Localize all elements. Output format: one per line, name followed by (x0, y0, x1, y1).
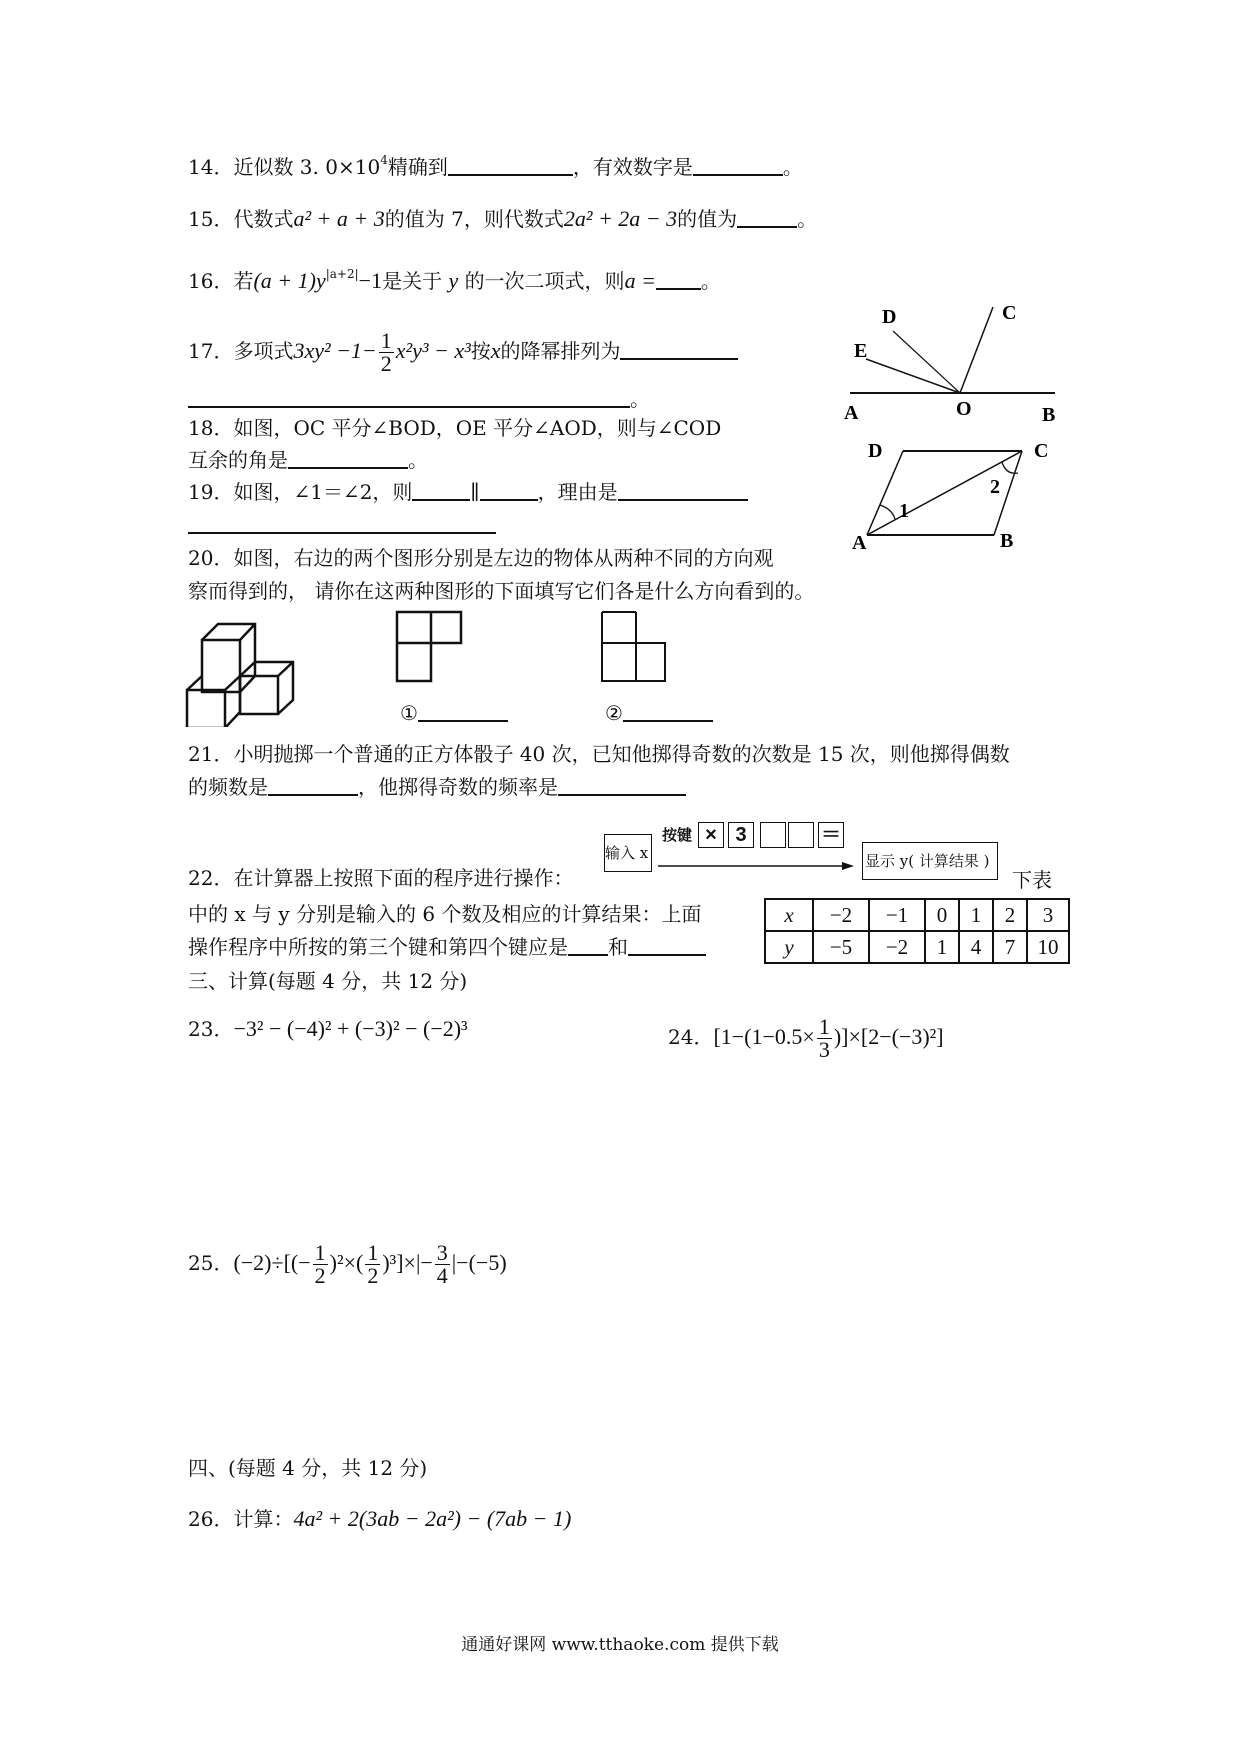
answer-blank[interactable] (568, 934, 608, 956)
answer-blank[interactable] (628, 934, 706, 956)
question-14 (188, 154, 803, 180)
table-cell: −1 (869, 899, 925, 931)
question-19 (188, 479, 748, 505)
answer-blank[interactable] (656, 268, 701, 290)
label-d: D (868, 440, 883, 462)
fraction (313, 1242, 328, 1287)
question-22-cont2 (188, 934, 706, 960)
math-expr: )]×[2−(−3)²] (833, 1024, 944, 1049)
answer-blank[interactable] (188, 512, 496, 534)
q-text: 。 (700, 269, 721, 293)
q-num: 17． (188, 339, 234, 363)
question-22: 22．在计算器上按照下面的程序进行操作： (188, 866, 574, 890)
table-row (765, 899, 1069, 931)
label-1: 1 (899, 500, 909, 522)
q-text: 多项式 (233, 339, 294, 363)
q-text: 的值为 7，则代数式 (384, 207, 564, 231)
question-22-cont: 中的 x 与 y 分别是输入的 6 个数及相应的计算结果：上面 (188, 902, 702, 926)
key-equals: ＝ (818, 822, 844, 848)
answer-blank[interactable] (623, 700, 713, 722)
q-text: 是关于 (382, 269, 443, 293)
table-row (765, 931, 1069, 963)
q-text: 的频数是 (188, 775, 268, 799)
label-c: C (1002, 302, 1017, 324)
table-header: y (765, 931, 813, 963)
q-text: ，有效数字是 (572, 155, 693, 179)
math-expr: a = (624, 268, 656, 293)
answer-blank[interactable] (268, 774, 358, 796)
q-num: 15． (188, 207, 234, 231)
math-expr: )³]×|− (382, 1250, 433, 1275)
table-cell: 0 (925, 899, 959, 931)
denominator: 2 (367, 1263, 379, 1288)
section-4-heading: 四、(每题 4 分，共 12 分) (188, 1456, 428, 1480)
keys-label: 按键 (662, 826, 693, 844)
q-text: 若 (233, 269, 254, 293)
q-text: 近似数 3. 0×10 (233, 155, 381, 179)
answer-blank[interactable] (188, 386, 630, 408)
math-expr: (a + 1)y (253, 268, 326, 293)
q-text: 操作程序中所按的第三个键和第四个键应是 (188, 935, 568, 959)
answer-blank[interactable] (412, 479, 470, 501)
fraction (379, 330, 394, 375)
math-expr: 2a² + 2a − 3 (563, 206, 678, 231)
label-b: B (1000, 530, 1014, 550)
question-18-cont (188, 447, 428, 473)
q-text: 精确到 (387, 155, 448, 179)
math-expr: [1−(1−0.5× (713, 1024, 815, 1049)
math-expr: x²y³ − x³ (395, 338, 471, 363)
question-15 (188, 206, 817, 232)
section-3-heading: 三、计算(每题 4 分，共 12 分) (188, 969, 468, 993)
output-y-box: 显示 y( 计算结果 ) (862, 842, 998, 880)
table-header: x (765, 899, 813, 931)
math-expr: |−(−5) (451, 1250, 507, 1275)
xy-table (764, 898, 1070, 964)
q-text: 19．如图，∠1＝∠2，则 (188, 480, 413, 504)
answer-blank[interactable] (288, 447, 408, 469)
math-expr: a² + a + 3 (293, 206, 385, 231)
math-expr: (−2)÷[(− (233, 1250, 311, 1275)
denominator: 3 (818, 1037, 830, 1062)
q-text: ∥ (470, 480, 480, 504)
math-expr: )²×( (329, 1250, 364, 1275)
q-num: 16． (188, 269, 234, 293)
q-num: 23． (188, 1017, 234, 1041)
q-num: 14． (188, 155, 234, 179)
q-text: 计算： (233, 1507, 294, 1531)
table-cell: 1 (959, 899, 993, 931)
math-expr: −1 (358, 268, 383, 293)
fraction (435, 1242, 450, 1287)
math-expr: 4a² + 2(3ab − 2a²) − (7ab − 1) (293, 1506, 572, 1531)
answer-blank[interactable] (737, 206, 797, 228)
exponent: 4 (380, 153, 388, 167)
side-ad (867, 451, 903, 535)
label-b: B (1042, 404, 1056, 425)
cubes-object-figure (185, 612, 310, 727)
answer-blank[interactable] (620, 338, 738, 360)
question-17-cont (188, 386, 650, 412)
question-25 (188, 1242, 507, 1287)
numerator: 3 (436, 1240, 448, 1265)
table-cell: 1 (925, 931, 959, 963)
q-num: 25． (188, 1251, 234, 1275)
denominator: 2 (380, 351, 392, 376)
table-cell: 2 (993, 899, 1027, 931)
view-1-answer (400, 700, 508, 726)
angle-figure (830, 295, 1080, 425)
table-cell: 7 (993, 931, 1027, 963)
question-20: 20．如图，右边的两个图形分别是左边的物体从两种不同的方向观 (188, 546, 774, 570)
view-2-answer (605, 700, 713, 726)
label-a: A (852, 532, 867, 550)
table-cell: −2 (813, 899, 869, 931)
exponent: |a+2| (325, 267, 359, 281)
parallelogram-figure (840, 425, 1080, 550)
angle-1-arc (880, 505, 895, 519)
answer-blank[interactable] (448, 154, 573, 176)
q-text: 下表 (1012, 868, 1052, 892)
question-17 (188, 330, 738, 375)
answer-blank[interactable] (480, 479, 538, 501)
arrow-icon (658, 860, 858, 872)
denominator: 4 (436, 1263, 448, 1288)
q-text: 。 (630, 387, 650, 411)
math-expr: 3xy² −1− (293, 338, 377, 363)
table-cell: −2 (869, 931, 925, 963)
q-text: ，理由是 (537, 480, 618, 504)
label-d: D (882, 306, 897, 328)
fraction (365, 1242, 380, 1287)
view-1-figure (395, 610, 465, 685)
answer-blank[interactable] (558, 774, 686, 796)
answer-blank[interactable] (418, 700, 508, 722)
q-text: 的一次二项式，则 (464, 269, 625, 293)
key-blank-3[interactable] (760, 822, 786, 848)
question-21: 21．小明抛掷一个普通的正方体骰子 40 次，已知他掷得奇数的次数是 15 次，则他掷得偶数 (188, 742, 1010, 766)
numerator: 1 (818, 1014, 830, 1039)
q-text: 。 (408, 448, 428, 472)
answer-blank[interactable] (618, 479, 748, 501)
question-18: 18．如图，OC 平分∠BOD，OE 平分∠AOD，则与∠COD (188, 416, 722, 440)
label-o: O (956, 398, 972, 420)
question-26 (188, 1506, 571, 1532)
denominator: 2 (314, 1263, 326, 1288)
question-23 (188, 1016, 468, 1042)
math-expr: −3² − (−4)² + (−3)² − (−2)³ (233, 1016, 468, 1041)
table-cell: 10 (1027, 931, 1069, 963)
q-text: 互余的角是 (188, 448, 288, 472)
numerator: 1 (367, 1240, 379, 1265)
label-a: A (844, 402, 859, 424)
label-1: ① (400, 701, 418, 725)
question-20-cont: 察而得到的， 请你在这两种图形的下面填写它们各是什么方向看到的。 (188, 579, 815, 603)
question-21-cont (188, 774, 686, 800)
numerator: 1 (380, 328, 392, 353)
key-multiply: × (698, 822, 724, 848)
table-cell: 3 (1027, 899, 1069, 931)
label-2: 2 (990, 476, 1000, 498)
view-2-figure (600, 610, 670, 685)
q-num: 26． (188, 1507, 234, 1531)
label-2: ② (605, 701, 623, 725)
label-e: E (854, 340, 868, 362)
ray-od (893, 331, 960, 393)
key-blank-4[interactable] (788, 822, 814, 848)
question-19-cont (188, 512, 496, 538)
ray-oe (866, 359, 960, 393)
q-text: ，他掷得奇数的频率是 (358, 775, 558, 799)
table-cell: −5 (813, 931, 869, 963)
q-text: 。 (797, 207, 818, 231)
fraction (817, 1016, 832, 1061)
numerator: 1 (314, 1240, 326, 1265)
math-var: y (448, 268, 459, 293)
q-text: 的降幂排列为 (500, 339, 621, 363)
q-text: 的值为 (677, 207, 738, 231)
footer-text: 通通好课网 www.tthaoke.com 提供下载 (461, 1635, 779, 1655)
input-x-box: 输入 x (604, 834, 652, 872)
table-cell: 4 (959, 931, 993, 963)
q-text: 代数式 (233, 207, 294, 231)
q-text: 按 (470, 339, 491, 363)
math-var: x (490, 338, 501, 363)
q-text: 。 (782, 155, 803, 179)
q-num: 24． (668, 1025, 714, 1049)
answer-blank[interactable] (693, 154, 783, 176)
label-c: C (1034, 440, 1049, 462)
question-24 (668, 1016, 944, 1061)
ray-oc (960, 307, 993, 393)
key-3: 3 (728, 822, 754, 848)
question-16 (188, 268, 721, 294)
q-text: 和 (608, 935, 628, 959)
